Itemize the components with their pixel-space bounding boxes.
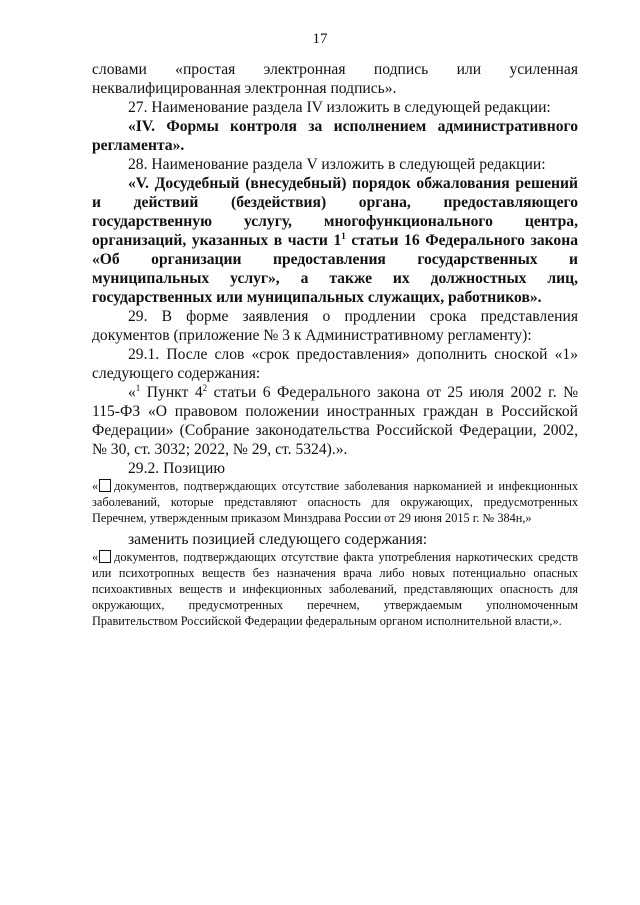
footnote-superscript: 2 (202, 382, 208, 393)
old-open-quote: « (92, 479, 99, 493)
paragraph-29-1: 29.1. После слов «срок предоставления» дополнить сноской «1» следующего содержания: (92, 346, 578, 382)
document-body (92, 60, 578, 629)
paragraph-28-quote (92, 174, 578, 307)
footnote-part-a: Пункт 4 (140, 384, 203, 401)
footnote-text (92, 383, 578, 459)
paragraph-continuation-line2: неквалифицированная электронная подпись». (92, 80, 397, 97)
checkbox-icon (99, 479, 111, 492)
paragraph-29: 29. В форме заявления о продлении срока представления документов (приложение № 3 к Административному регламенту): (92, 308, 578, 344)
old-position-text: документов, подтверждающих отсутствие заболевания наркоманией и инфекционных заболеваний, которые представляют опасность для окружающих, предусмотренных Перечнем, утвержденным приказом Минздрава России от 29 июня 2015 г. № 384н,» (92, 479, 578, 525)
checkbox-icon (99, 550, 111, 563)
paragraph-28-quote-part-a: «V. Досудебный (внесудебный) порядок обжалования решений и действий (бездействия) органа, предоставляющего государственную услугу, многофункционального центра, организаций, указанных в части 1 (92, 175, 578, 249)
footnote-part-b: статьи 6 Федерального закона от 25 июля 2002 г. № 115-ФЗ «О правовом положении иностранных граждан в Российской Федерации» (Собрание законодательства Российской Федерации, 2002, № 30, ст. 3032; 2022, № 29, ст. 5324).». (92, 384, 578, 458)
page-number: 17 (312, 31, 328, 47)
paragraph-27: 27. Наименование раздела IV изложить в следующей редакции: (128, 99, 551, 116)
paragraph-27-quote: «IV. Формы контроля за исполнением административного регламента». (92, 118, 578, 154)
new-position-text: документов, подтверждающих отсутствие факта употребления наркотических средств или психотропных веществ без назначения врача либо новых потенциально опасных психоактивных веществ и инфекционных заболеваний, представляющих опасность для окружающих, предусмотренных перечнем, утверждаемым уполномоченным Правительством Российской Федерации федеральным органом исполнительной власти,». (92, 550, 578, 628)
paragraph-28: 28. Наименование раздела V изложить в следующей редакции: (128, 156, 546, 173)
paragraph-continuation-line1: словами «простая электронная подпись или усиленная (92, 61, 578, 78)
replace-instruction: заменить позицией следующего содержания: (128, 531, 428, 548)
paragraph-29-2: 29.2. Позицию (128, 460, 225, 477)
new-position (92, 549, 578, 629)
old-position (92, 478, 578, 526)
paragraph-28-quote-superscript: 1 (341, 230, 346, 241)
footnote-open-quote: « (128, 384, 136, 401)
paragraph-28-quote-part-b: статьи 16 Федерального закона «Об организации предоставления государственных и муниципальных услуг», а также их должностных лиц, государственных или муниципальных служащих, работников». (92, 232, 578, 306)
new-open-quote: « (92, 550, 99, 564)
footnote-marker: 1 (135, 382, 141, 393)
